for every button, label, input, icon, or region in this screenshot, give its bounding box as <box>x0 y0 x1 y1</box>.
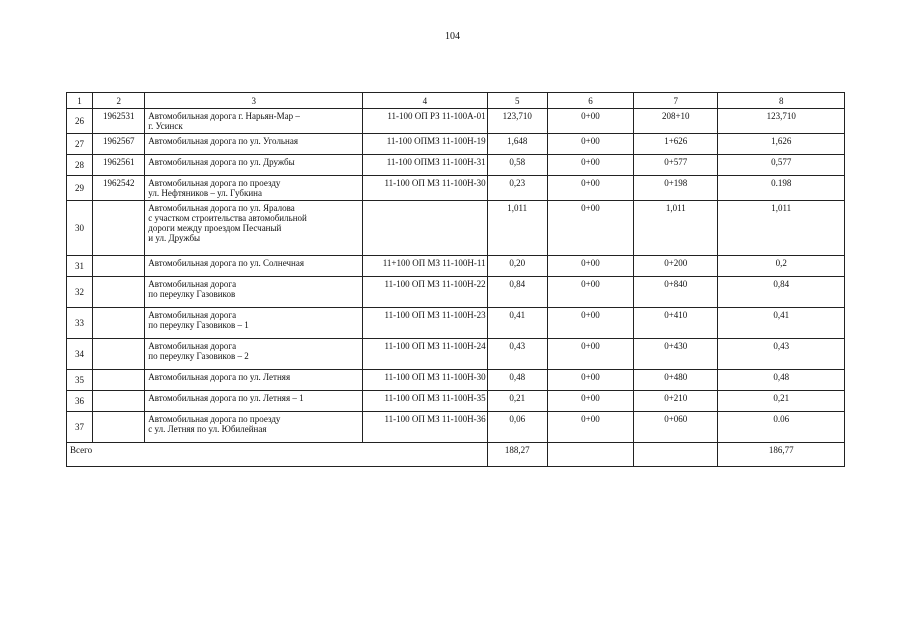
total-length: 0,41 <box>718 308 845 339</box>
road-identifier: 11-100 ОП МЗ 11-100Н-30 <box>363 176 487 201</box>
road-identifier: 11-100 ОП МЗ 11-100Н-22 <box>363 277 487 308</box>
start-chainage: 0+00 <box>547 176 633 201</box>
road-length: 0,06 <box>487 412 547 443</box>
total-length: 123,710 <box>718 109 845 134</box>
column-header: 1 <box>67 93 93 109</box>
total-length: 0,2 <box>718 256 845 277</box>
road-name: Автомобильная дорога по переулку Газовиков – 2 <box>145 339 363 370</box>
total-row <box>67 443 845 467</box>
registry-number <box>93 412 145 443</box>
roads-table <box>66 92 845 467</box>
road-length: 0,58 <box>487 155 547 176</box>
road-length: 0,21 <box>487 391 547 412</box>
column-header: 6 <box>547 93 633 109</box>
total-length: 0.06 <box>718 412 845 443</box>
start-chainage: 0+00 <box>547 201 633 256</box>
start-chainage: 0+00 <box>547 339 633 370</box>
road-length: 1,648 <box>487 134 547 155</box>
table-row <box>67 370 845 391</box>
road-name: Автомобильная дорога по проезду с ул. Летняя по ул. Юбилейная <box>145 412 363 443</box>
road-name: Автомобильная дорога по ул. Дружбы <box>145 155 363 176</box>
end-chainage: 0+410 <box>634 308 718 339</box>
registry-number <box>93 339 145 370</box>
page-number: 104 <box>445 31 460 42</box>
registry-number <box>93 391 145 412</box>
road-name: Автомобильная дорога по ул. Угольная <box>145 134 363 155</box>
row-number: 31 <box>67 256 93 277</box>
column-header: 4 <box>363 93 487 109</box>
end-chainage: 0+060 <box>634 412 718 443</box>
table-header-row <box>67 93 845 109</box>
total-label: Всего <box>67 443 488 467</box>
start-chainage: 0+00 <box>547 109 633 134</box>
road-length: 0,84 <box>487 277 547 308</box>
end-chainage: 1+626 <box>634 134 718 155</box>
road-identifier: 11-100 ОП МЗ 11-100Н-24 <box>363 339 487 370</box>
road-name: Автомобильная дорога по ул. Солнечная <box>145 256 363 277</box>
end-chainage: 0+210 <box>634 391 718 412</box>
row-number: 28 <box>67 155 93 176</box>
start-chainage: 0+00 <box>547 155 633 176</box>
cell-empty <box>634 443 718 467</box>
row-number: 33 <box>67 308 93 339</box>
start-chainage: 0+00 <box>547 277 633 308</box>
road-length: 0,43 <box>487 339 547 370</box>
column-header: 7 <box>634 93 718 109</box>
registry-number <box>93 256 145 277</box>
cell-empty <box>547 443 633 467</box>
registry-number: 1962542 <box>93 176 145 201</box>
row-number: 35 <box>67 370 93 391</box>
table-row <box>67 391 845 412</box>
start-chainage: 0+00 <box>547 391 633 412</box>
start-chainage: 0+00 <box>547 370 633 391</box>
table-row <box>67 134 845 155</box>
road-length: 0,41 <box>487 308 547 339</box>
registry-number <box>93 370 145 391</box>
road-identifier: 11-100 ОП МЗ 11-100Н-30 <box>363 370 487 391</box>
registry-number <box>93 277 145 308</box>
table-row <box>67 155 845 176</box>
road-name: Автомобильная дорога г. Нарьян-Мар – г. Усинск <box>145 109 363 134</box>
road-name: Автомобильная дорога по ул. Летняя <box>145 370 363 391</box>
row-number: 30 <box>67 201 93 256</box>
road-identifier: 11+100 ОП МЗ 11-100Н-11 <box>363 256 487 277</box>
end-chainage: 0+577 <box>634 155 718 176</box>
total-length: 0,84 <box>718 277 845 308</box>
road-identifier: 11-100 ОП РЗ 11-100А-01 <box>363 109 487 134</box>
end-chainage: 0+198 <box>634 176 718 201</box>
road-length: 1,011 <box>487 201 547 256</box>
total-length: 0,577 <box>718 155 845 176</box>
road-length: 0,20 <box>487 256 547 277</box>
end-chainage: 0+480 <box>634 370 718 391</box>
column-header: 2 <box>93 93 145 109</box>
registry-number <box>93 308 145 339</box>
table-row <box>67 176 845 201</box>
road-identifier: 11-100 ОПМЗ 11-100Н-19 <box>363 134 487 155</box>
end-chainage: 0+430 <box>634 339 718 370</box>
start-chainage: 0+00 <box>547 308 633 339</box>
total-length: 188,27 <box>487 443 547 467</box>
column-header: 3 <box>145 93 363 109</box>
road-name: Автомобильная дорога по ул. Летняя – 1 <box>145 391 363 412</box>
total-length: 1,011 <box>718 201 845 256</box>
road-length: 0,48 <box>487 370 547 391</box>
start-chainage: 0+00 <box>547 412 633 443</box>
row-number: 34 <box>67 339 93 370</box>
total-length: 1,626 <box>718 134 845 155</box>
total-length: 0.198 <box>718 176 845 201</box>
table-row <box>67 109 845 134</box>
road-name: Автомобильная дорога по переулку Газовиков – 1 <box>145 308 363 339</box>
road-name: Автомобильная дорога по проезду ул. Нефтяников – ул. Губкина <box>145 176 363 201</box>
table-row <box>67 412 845 443</box>
registry-number <box>93 201 145 256</box>
road-length: 123,710 <box>487 109 547 134</box>
registry-number: 1962561 <box>93 155 145 176</box>
table-row <box>67 308 845 339</box>
total-length: 0,43 <box>718 339 845 370</box>
row-number: 32 <box>67 277 93 308</box>
table-row <box>67 277 845 308</box>
column-header: 5 <box>487 93 547 109</box>
road-identifier: 11-100 ОПМЗ 11-100Н-31 <box>363 155 487 176</box>
road-identifier <box>363 201 487 256</box>
road-identifier: 11-100 ОП МЗ 11-100Н-23 <box>363 308 487 339</box>
start-chainage: 0+00 <box>547 256 633 277</box>
registry-number: 1962531 <box>93 109 145 134</box>
road-length: 0,23 <box>487 176 547 201</box>
end-chainage: 0+200 <box>634 256 718 277</box>
road-identifier: 11-100 ОП МЗ 11-100Н-35 <box>363 391 487 412</box>
table-row <box>67 201 845 256</box>
road-name: Автомобильная дорога по ул. Яралова с участком строительства автомобильной дороги между проездом Песчаный и ул. Дружбы <box>145 201 363 256</box>
row-number: 36 <box>67 391 93 412</box>
row-number: 27 <box>67 134 93 155</box>
road-name: Автомобильная дорога по переулку Газовиков <box>145 277 363 308</box>
total-sum: 186,77 <box>718 443 845 467</box>
end-chainage: 208+10 <box>634 109 718 134</box>
end-chainage: 0+840 <box>634 277 718 308</box>
road-identifier: 11-100 ОП МЗ 11-100Н-36 <box>363 412 487 443</box>
row-number: 37 <box>67 412 93 443</box>
table-row <box>67 256 845 277</box>
end-chainage: 1,011 <box>634 201 718 256</box>
row-number: 26 <box>67 109 93 134</box>
total-length: 0,48 <box>718 370 845 391</box>
start-chainage: 0+00 <box>547 134 633 155</box>
registry-number: 1962567 <box>93 134 145 155</box>
total-length: 0,21 <box>718 391 845 412</box>
column-header: 8 <box>718 93 845 109</box>
row-number: 29 <box>67 176 93 201</box>
table-row <box>67 339 845 370</box>
